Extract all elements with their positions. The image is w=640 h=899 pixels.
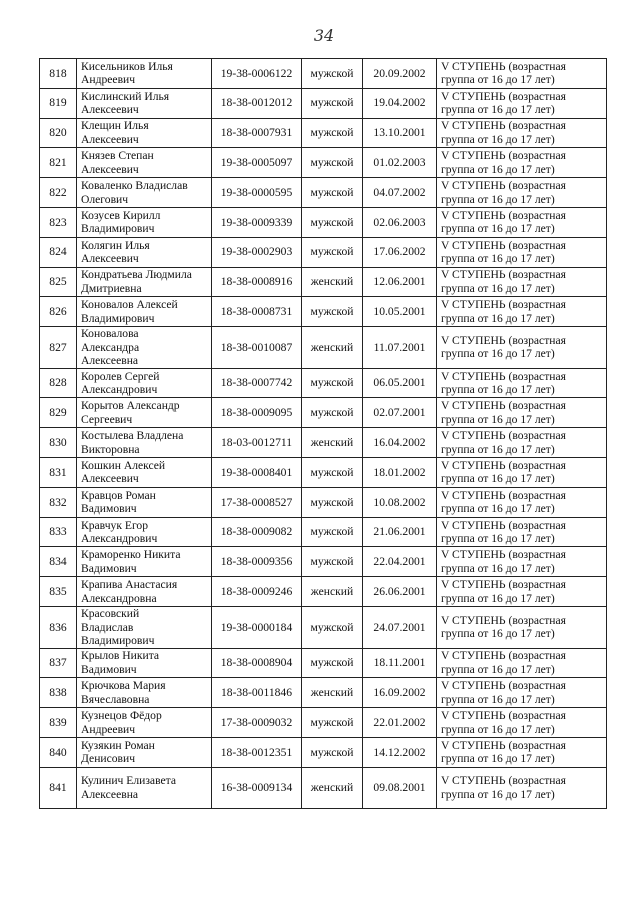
name-line: Вячеславовна [81, 692, 150, 706]
uin-cell: 16-38-0009134 [212, 767, 302, 808]
gender-cell: мужской [302, 88, 363, 118]
gender-cell: мужской [302, 148, 363, 178]
table-row [40, 297, 607, 327]
uin-cell: 18-38-0009246 [212, 577, 302, 607]
name-line: Андреевич [81, 73, 136, 87]
stage-line: группа от 16 до 17 лет) [441, 383, 555, 397]
stage-line: V СТУПЕНЬ (возрастная [441, 298, 566, 312]
name-line: Кузякин Роман [81, 738, 155, 752]
name-line: Александровна [81, 591, 157, 605]
stage-cell [437, 398, 607, 428]
name-line: Крючкова Мария [81, 679, 166, 693]
row-number-cell: 841 [40, 767, 77, 808]
name-line: Крапива Анастасия [81, 578, 178, 592]
stage-line: V СТУПЕНЬ (возрастная [441, 179, 566, 193]
uin-cell: 18-38-0007931 [212, 118, 302, 148]
name-line: Алексеевна [81, 354, 139, 368]
stage-cell [437, 458, 607, 488]
name-line: Андреевич [81, 722, 136, 736]
table-row [40, 368, 607, 398]
name-line: Владислав [81, 620, 134, 634]
gender-cell: мужской [302, 368, 363, 398]
birth-date-cell: 16.04.2002 [363, 428, 437, 458]
full-name-cell [77, 88, 212, 118]
stage-cell [437, 648, 607, 678]
uin-cell: 19-38-0005097 [212, 148, 302, 178]
gender-cell: мужской [302, 487, 363, 517]
uin-cell: 19-38-0000184 [212, 607, 302, 649]
gender-cell: мужской [302, 458, 363, 488]
gender-cell: мужской [302, 708, 363, 738]
name-line: Александра [81, 340, 140, 354]
stage-line: группа от 16 до 17 лет) [441, 472, 555, 486]
birth-date-cell: 24.07.2001 [363, 607, 437, 649]
birth-date-cell: 14.12.2002 [363, 737, 437, 767]
name-line: Александрович [81, 383, 158, 397]
table-row [40, 547, 607, 577]
name-line: Кошкин Алексей [81, 458, 166, 472]
stage-line: группа от 16 до 17 лет) [441, 662, 555, 676]
stage-cell [437, 267, 607, 297]
birth-date-cell: 19.04.2002 [363, 88, 437, 118]
uin-cell: 19-38-0006122 [212, 59, 302, 89]
uin-cell: 17-38-0008527 [212, 487, 302, 517]
stage-line: V СТУПЕНЬ (возрастная [441, 518, 566, 532]
gender-cell: мужской [302, 207, 363, 237]
stage-cell [437, 607, 607, 649]
row-number-cell: 827 [40, 327, 77, 369]
full-name-cell [77, 458, 212, 488]
row-number-cell: 839 [40, 708, 77, 738]
table-row [40, 267, 607, 297]
name-line: Вадимович [81, 662, 137, 676]
name-line: Колягин Илья [81, 238, 150, 252]
birth-date-cell: 16.09.2002 [363, 678, 437, 708]
page-number: 34 [313, 26, 335, 45]
birth-date-cell: 09.08.2001 [363, 767, 437, 808]
stage-line: группа от 16 до 17 лет) [441, 162, 555, 176]
table-row [40, 708, 607, 738]
stage-cell [437, 577, 607, 607]
name-line: Краморенко Никита [81, 548, 181, 562]
stage-line: V СТУПЕНЬ (возрастная [441, 119, 566, 133]
stage-line: V СТУПЕНЬ (возрастная [441, 149, 566, 163]
name-line: Алексеевич [81, 162, 139, 176]
uin-cell: 18-38-0009082 [212, 517, 302, 547]
name-line: Кулинич Елизавета [81, 774, 176, 788]
stage-line: V СТУПЕНЬ (возрастная [441, 679, 566, 693]
uin-cell: 18-38-0008904 [212, 648, 302, 678]
stage-cell [437, 517, 607, 547]
table-row [40, 737, 607, 767]
name-line: Князев Степан [81, 149, 154, 163]
full-name-cell [77, 547, 212, 577]
full-name-cell [77, 327, 212, 369]
name-line: Владимирович [81, 634, 155, 648]
name-line: Коваленко Владислав [81, 179, 188, 193]
uin-cell: 19-38-0008401 [212, 458, 302, 488]
stage-line: группа от 16 до 17 лет) [441, 722, 555, 736]
birth-date-cell: 22.04.2001 [363, 547, 437, 577]
full-name-cell [77, 178, 212, 208]
name-line: Козусев Кирилл [81, 208, 161, 222]
row-number-cell: 835 [40, 577, 77, 607]
stage-line: V СТУПЕНЬ (возрастная [441, 333, 566, 347]
stage-cell [437, 148, 607, 178]
full-name-cell [77, 297, 212, 327]
stage-cell [437, 327, 607, 369]
full-name-cell [77, 517, 212, 547]
uin-cell: 19-38-0002903 [212, 237, 302, 267]
name-line: Алексеевич [81, 472, 139, 486]
full-name-cell [77, 148, 212, 178]
stage-line: V СТУПЕНЬ (возрастная [441, 458, 566, 472]
name-line: Красовский [81, 607, 140, 621]
name-line: Кондратьева Людмила [81, 268, 192, 282]
stage-cell [437, 368, 607, 398]
birth-date-cell: 17.06.2002 [363, 237, 437, 267]
stage-line: группа от 16 до 17 лет) [441, 502, 555, 516]
stage-line: группа от 16 до 17 лет) [441, 787, 555, 801]
uin-cell: 18-38-0008731 [212, 297, 302, 327]
stage-line: V СТУПЕНЬ (возрастная [441, 578, 566, 592]
table-row [40, 207, 607, 237]
birth-date-cell: 02.06.2003 [363, 207, 437, 237]
table-row [40, 118, 607, 148]
name-line: Кравцов Роман [81, 488, 156, 502]
row-number-cell: 831 [40, 458, 77, 488]
row-number-cell: 822 [40, 178, 77, 208]
birth-date-cell: 02.07.2001 [363, 398, 437, 428]
birth-date-cell: 06.05.2001 [363, 368, 437, 398]
registry-table [39, 58, 607, 809]
stage-cell [437, 88, 607, 118]
stage-cell [437, 297, 607, 327]
uin-cell: 18-38-0012012 [212, 88, 302, 118]
stage-cell [437, 207, 607, 237]
table-row [40, 327, 607, 369]
stage-line: группа от 16 до 17 лет) [441, 347, 555, 361]
table-row [40, 428, 607, 458]
full-name-cell [77, 428, 212, 458]
row-number-cell: 829 [40, 398, 77, 428]
name-line: Олегович [81, 192, 129, 206]
name-line: Вадимович [81, 561, 137, 575]
stage-line: группа от 16 до 17 лет) [441, 281, 555, 295]
full-name-cell [77, 237, 212, 267]
stage-line: V СТУПЕНЬ (возрастная [441, 399, 566, 413]
row-number-cell: 838 [40, 678, 77, 708]
stage-line: V СТУПЕНЬ (возрастная [441, 738, 566, 752]
stage-line: группа от 16 до 17 лет) [441, 192, 555, 206]
name-line: Владимирович [81, 222, 155, 236]
name-line: Вадимович [81, 502, 137, 516]
uin-cell: 19-38-0009339 [212, 207, 302, 237]
stage-line: V СТУПЕНЬ (возрастная [441, 709, 566, 723]
row-number-cell: 819 [40, 88, 77, 118]
row-number-cell: 824 [40, 237, 77, 267]
stage-line: группа от 16 до 17 лет) [441, 412, 555, 426]
gender-cell: мужской [302, 547, 363, 577]
gender-cell: женский [302, 767, 363, 808]
stage-line: V СТУПЕНЬ (возрастная [441, 774, 566, 788]
gender-cell: мужской [302, 398, 363, 428]
birth-date-cell: 20.09.2002 [363, 59, 437, 89]
name-line: Клещин Илья [81, 119, 149, 133]
name-line: Дмитриевна [81, 281, 142, 295]
birth-date-cell: 26.06.2001 [363, 577, 437, 607]
birth-date-cell: 18.01.2002 [363, 458, 437, 488]
stage-line: группа от 16 до 17 лет) [441, 627, 555, 641]
stage-line: группа от 16 до 17 лет) [441, 311, 555, 325]
gender-cell: мужской [302, 737, 363, 767]
row-number-cell: 818 [40, 59, 77, 89]
birth-date-cell: 13.10.2001 [363, 118, 437, 148]
stage-line: V СТУПЕНЬ (возрастная [441, 649, 566, 663]
full-name-cell [77, 118, 212, 148]
name-line: Костылева Владлена [81, 429, 184, 443]
table-row [40, 648, 607, 678]
table-row [40, 487, 607, 517]
name-line: Алексеевич [81, 103, 139, 117]
row-number-cell: 837 [40, 648, 77, 678]
stage-line: V СТУПЕНЬ (возрастная [441, 238, 566, 252]
gender-cell: мужской [302, 607, 363, 649]
stage-cell [437, 547, 607, 577]
stage-cell [437, 708, 607, 738]
table-row [40, 607, 607, 649]
name-line: Корытов Александр [81, 399, 180, 413]
full-name-cell [77, 267, 212, 297]
uin-cell: 18-38-0008916 [212, 267, 302, 297]
gender-cell: мужской [302, 237, 363, 267]
row-number-cell: 820 [40, 118, 77, 148]
name-line: Денисович [81, 752, 136, 766]
full-name-cell [77, 737, 212, 767]
table-row [40, 458, 607, 488]
uin-cell: 18-38-0007742 [212, 368, 302, 398]
stage-cell [437, 678, 607, 708]
uin-cell: 18-38-0009356 [212, 547, 302, 577]
row-number-cell: 840 [40, 737, 77, 767]
stage-line: группа от 16 до 17 лет) [441, 752, 555, 766]
row-number-cell: 825 [40, 267, 77, 297]
stage-cell [437, 178, 607, 208]
table-row [40, 59, 607, 89]
gender-cell: женский [302, 577, 363, 607]
name-line: Владимирович [81, 311, 155, 325]
full-name-cell [77, 487, 212, 517]
stage-line: группа от 16 до 17 лет) [441, 442, 555, 456]
stage-cell [437, 59, 607, 89]
uin-cell: 17-38-0009032 [212, 708, 302, 738]
gender-cell: мужской [302, 59, 363, 89]
table-row [40, 148, 607, 178]
stage-cell [437, 487, 607, 517]
name-line: Алексеевич [81, 252, 139, 266]
stage-cell [437, 767, 607, 808]
stage-line: группа от 16 до 17 лет) [441, 252, 555, 266]
uin-cell: 18-03-0012711 [212, 428, 302, 458]
gender-cell: женский [302, 267, 363, 297]
birth-date-cell: 01.02.2003 [363, 148, 437, 178]
name-line: Александрович [81, 532, 158, 546]
table-row [40, 678, 607, 708]
stage-line: группа от 16 до 17 лет) [441, 103, 555, 117]
uin-cell: 18-38-0010087 [212, 327, 302, 369]
birth-date-cell: 21.06.2001 [363, 517, 437, 547]
row-number-cell: 821 [40, 148, 77, 178]
row-number-cell: 828 [40, 368, 77, 398]
row-number-cell: 836 [40, 607, 77, 649]
stage-cell [437, 737, 607, 767]
full-name-cell [77, 678, 212, 708]
stage-line: группа от 16 до 17 лет) [441, 132, 555, 146]
full-name-cell [77, 577, 212, 607]
stage-line: V СТУПЕНЬ (возрастная [441, 208, 566, 222]
stage-line: V СТУПЕНЬ (возрастная [441, 488, 566, 502]
birth-date-cell: 18.11.2001 [363, 648, 437, 678]
gender-cell: мужской [302, 118, 363, 148]
birth-date-cell: 22.01.2002 [363, 708, 437, 738]
table-row [40, 398, 607, 428]
table-row [40, 767, 607, 808]
stage-line: V СТУПЕНЬ (возрастная [441, 369, 566, 383]
full-name-cell [77, 207, 212, 237]
full-name-cell [77, 607, 212, 649]
full-name-cell [77, 767, 212, 808]
name-line: Кузнецов Фёдор [81, 709, 162, 723]
birth-date-cell: 12.06.2001 [363, 267, 437, 297]
name-line: Кислинский Илья [81, 89, 170, 103]
row-number-cell: 834 [40, 547, 77, 577]
uin-cell: 18-38-0009095 [212, 398, 302, 428]
birth-date-cell: 10.08.2002 [363, 487, 437, 517]
gender-cell: женский [302, 327, 363, 369]
stage-line: V СТУПЕНЬ (возрастная [441, 548, 566, 562]
gender-cell: женский [302, 428, 363, 458]
row-number-cell: 823 [40, 207, 77, 237]
full-name-cell [77, 398, 212, 428]
row-number-cell: 832 [40, 487, 77, 517]
name-line: Коновалов Алексей [81, 298, 178, 312]
name-line: Коновалова [81, 327, 139, 341]
uin-cell: 18-38-0011846 [212, 678, 302, 708]
name-line: Кисельников Илья [81, 59, 173, 73]
name-line: Викторовна [81, 442, 140, 456]
birth-date-cell: 04.07.2002 [363, 178, 437, 208]
stage-line: V СТУПЕНЬ (возрастная [441, 613, 566, 627]
stage-cell [437, 237, 607, 267]
name-line: Королев Сергей [81, 369, 160, 383]
table-row [40, 178, 607, 208]
birth-date-cell: 11.07.2001 [363, 327, 437, 369]
stage-line: V СТУПЕНЬ (возрастная [441, 429, 566, 443]
row-number-cell: 826 [40, 297, 77, 327]
full-name-cell [77, 368, 212, 398]
name-line: Алексеевич [81, 132, 139, 146]
stage-cell [437, 118, 607, 148]
gender-cell: мужской [302, 648, 363, 678]
stage-line: V СТУПЕНЬ (возрастная [441, 268, 566, 282]
registry-table-body [40, 59, 607, 809]
gender-cell: мужской [302, 297, 363, 327]
stage-line: группа от 16 до 17 лет) [441, 222, 555, 236]
table-row [40, 577, 607, 607]
full-name-cell [77, 648, 212, 678]
full-name-cell [77, 708, 212, 738]
table-row [40, 88, 607, 118]
stage-cell [437, 428, 607, 458]
stage-line: группа от 16 до 17 лет) [441, 591, 555, 605]
table-row [40, 517, 607, 547]
birth-date-cell: 10.05.2001 [363, 297, 437, 327]
gender-cell: мужской [302, 517, 363, 547]
uin-cell: 18-38-0012351 [212, 737, 302, 767]
table-row [40, 237, 607, 267]
stage-line: V СТУПЕНЬ (возрастная [441, 59, 566, 73]
row-number-cell: 833 [40, 517, 77, 547]
stage-line: группа от 16 до 17 лет) [441, 73, 555, 87]
name-line: Алексеевна [81, 787, 139, 801]
stage-line: V СТУПЕНЬ (возрастная [441, 89, 566, 103]
stage-line: группа от 16 до 17 лет) [441, 561, 555, 575]
stage-line: группа от 16 до 17 лет) [441, 532, 555, 546]
name-line: Сергеевич [81, 412, 133, 426]
gender-cell: мужской [302, 178, 363, 208]
row-number-cell: 830 [40, 428, 77, 458]
name-line: Крылов Никита [81, 649, 160, 663]
stage-line: группа от 16 до 17 лет) [441, 692, 555, 706]
gender-cell: женский [302, 678, 363, 708]
full-name-cell [77, 59, 212, 89]
name-line: Кравчук Егор [81, 518, 149, 532]
uin-cell: 19-38-0000595 [212, 178, 302, 208]
